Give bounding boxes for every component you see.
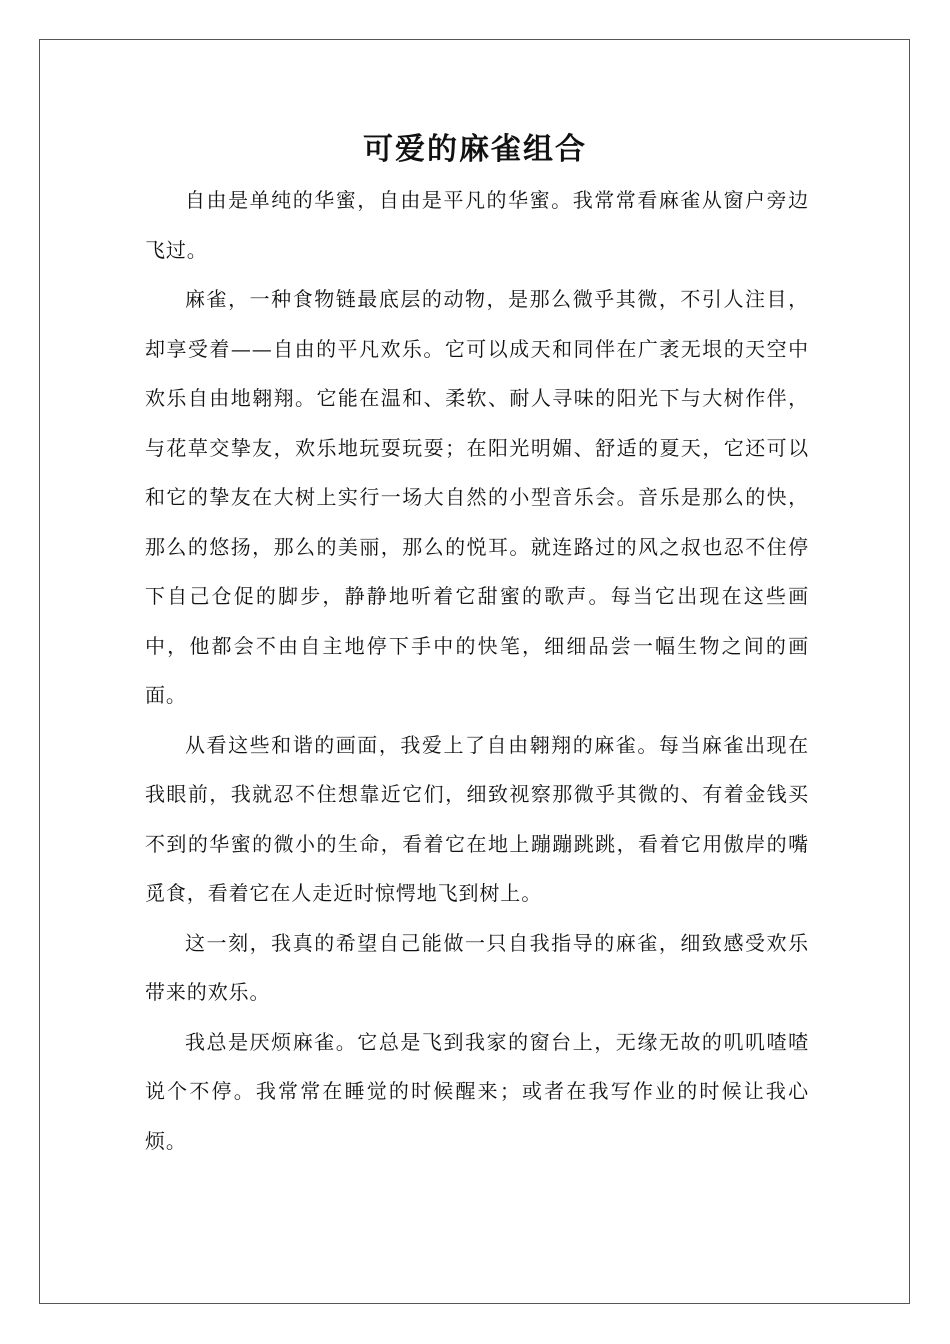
paragraph-2: 麻雀，一种食物链最底层的动物，是那么微乎其微，不引人注目，却享受着——自由的平凡欢乐。它可以成天和同伴在广袤无垠的天空中欢乐自由地翱翔。它能在温和、柔软、耐人寻味的阳光下与大树作伴，与花草交挚友，欢乐地玩耍玩耍；在阳光明媚、舒适的夏天，它还可以和它的挚友在大树上实行一场大自然的小型音乐会。音乐是那么的快，那么的悠扬，那么的美丽，那么的悦耳。就连路过的风之叔也忍不住停下自己仓促的脚步，静静地听着它甜蜜的歌声。每当它出现在这些画中，他都会不由自主地停下手中的快笔，细细品尝一幅生物之间的画面。 xyxy=(145,287,809,707)
document-body xyxy=(145,176,809,1166)
paragraph-4: 这一刻，我真的希望自己能做一只自我指导的麻雀，细致感受欢乐带来的欢乐。 xyxy=(145,930,809,1004)
paragraph-5: 我总是厌烦麻雀。它总是飞到我家的窗台上，无缘无故的叽叽喳喳说个不停。我常常在睡觉的时候醒来；或者在我写作业的时候让我心烦。 xyxy=(145,1029,809,1153)
document-title: 可爱的麻雀组合 xyxy=(363,132,587,167)
paragraph-3: 从看这些和谐的画面，我爱上了自由翱翔的麻雀。每当麻雀出现在我眼前，我就忍不住想靠近它们，细致视察那微乎其微的、有着金钱买不到的华蜜的微小的生命，看着它在地上蹦蹦跳跳，看着它用傲岸的嘴觅食，看着它在人走近时惊愕地飞到树上。 xyxy=(145,732,809,905)
paragraph-1: 自由是单纯的华蜜，自由是平凡的华蜜。我常常看麻雀从窗户旁边飞过。 xyxy=(145,188,809,262)
